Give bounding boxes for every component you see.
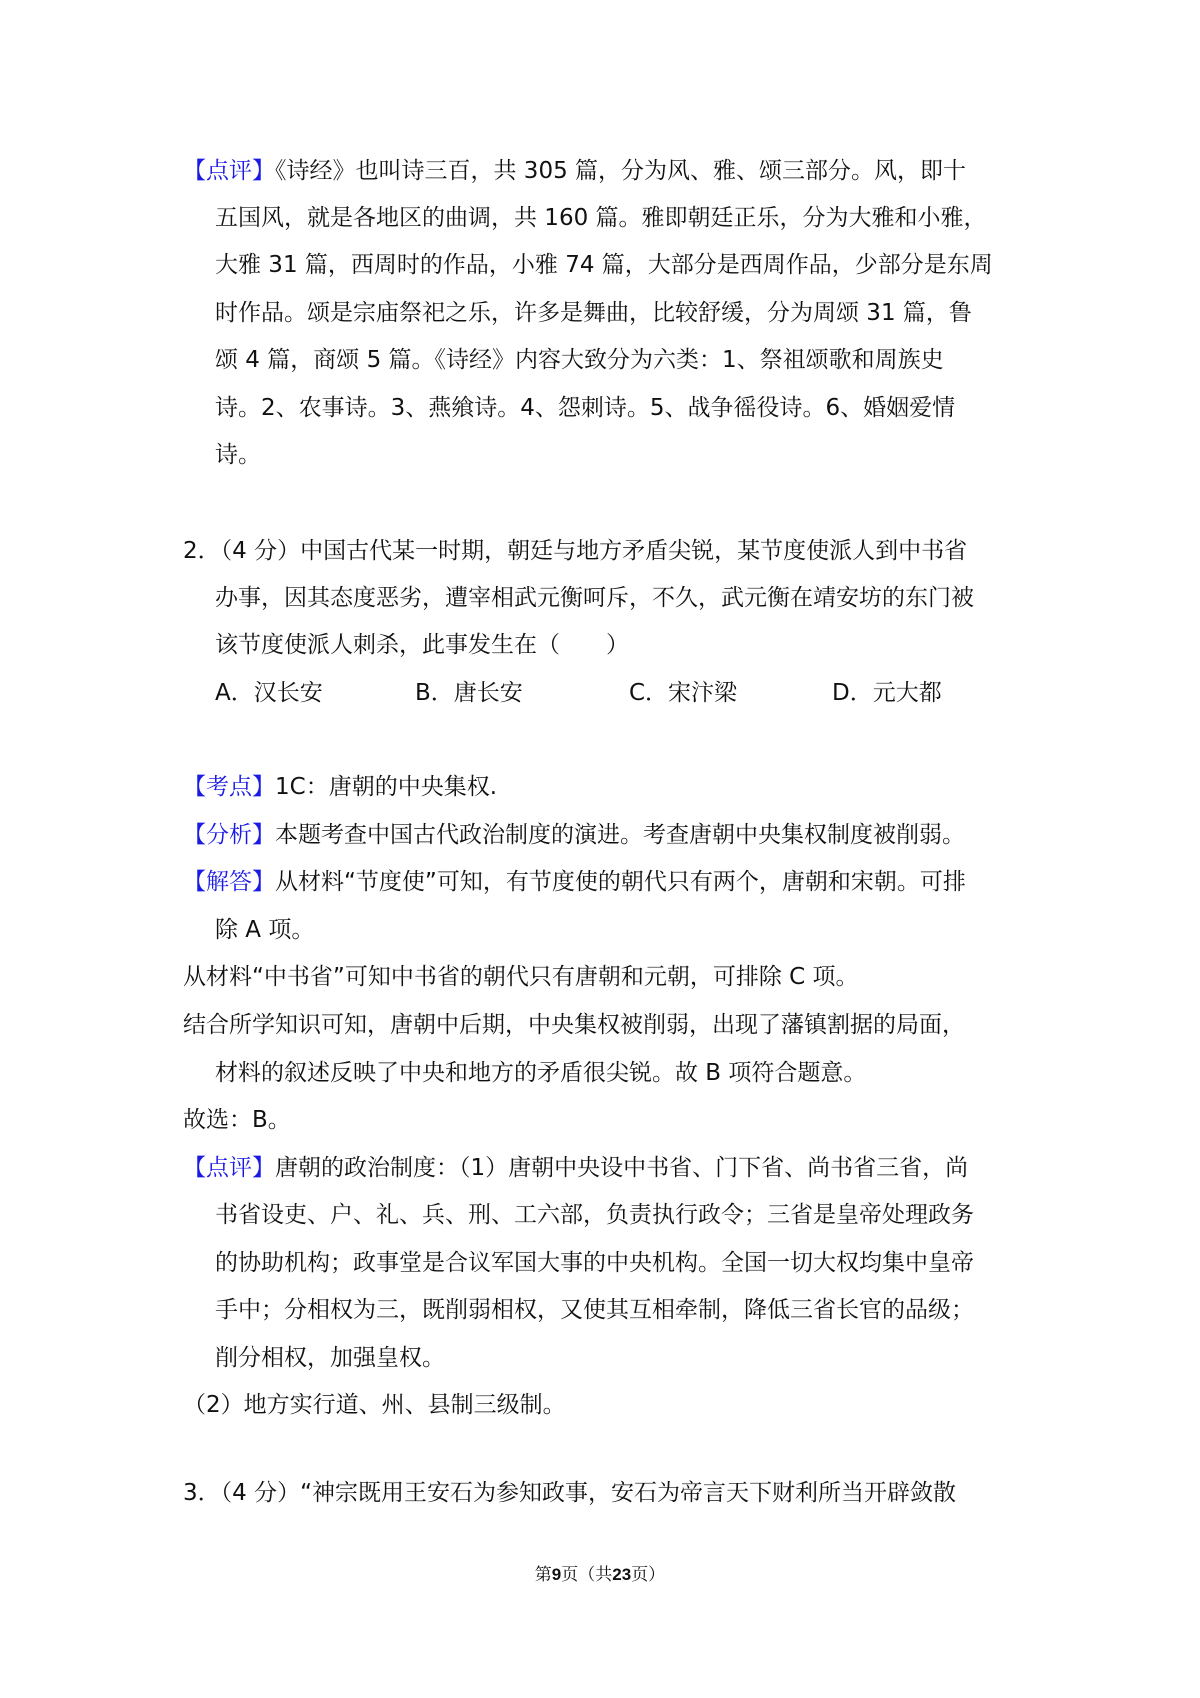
text-line: 诗。 <box>215 442 261 468</box>
total-pages: 23 <box>612 1565 632 1584</box>
comment-paragraph-1 <box>183 156 966 186</box>
comment-text: 《诗经》也叫诗三百，共 305 篇，分为风、雅、颂三部分。风，即十 <box>275 158 967 184</box>
footer-mid: 页（共 <box>561 1565 613 1585</box>
text-line: 材料的叙述反映了中央和地方的矛盾很尖锐。故 B 项符合题意。 <box>215 1060 867 1086</box>
answer-line: 故选：B。 <box>183 1107 291 1133</box>
jieda-text: 从材料“节度使”可知，有节度使的朝代只有两个，唐朝和宋朝。可排 <box>275 869 966 895</box>
text-line: 时作品。颂是宗庙祭祀之乐，许多是舞曲，比较舒缓，分为周颂 31 篇，鲁 <box>215 300 972 326</box>
question-2-stem: 2．（4 分）中国古代某一时期，朝廷与地方矛盾尖锐，某节度使派人到中书省 <box>183 538 968 564</box>
comment-paragraph-2 <box>183 1153 968 1183</box>
comment-text: 唐朝的政治制度：（1）唐朝中央设中书省、门下省、尚书省三省，尚 <box>275 1155 969 1181</box>
jieda-line <box>183 867 966 897</box>
page-number: 9 <box>551 1565 562 1584</box>
text-line: 诗。2、农事诗。3、燕飨诗。4、怨刺诗。5、战争徭役诗。6、婚姻爱情 <box>215 395 956 421</box>
text-line: 书省设吏、户、礼、兵、刑、工六部，负责执行政令；三省是皇帝处理政务 <box>215 1202 974 1228</box>
text-line: 手中；分相权为三，既削弱相权，又使其互相牵制，降低三省长官的品级； <box>215 1297 974 1323</box>
text-line: （2）地方实行道、州、县制三级制。 <box>183 1392 566 1418</box>
question-3-stem: 3．（4 分）“神宗既用王安石为参知政事，安石为帝言天下财利所当开辟敛散 <box>183 1480 956 1506</box>
option-c: C．宋汴梁 <box>629 680 738 706</box>
text-line: 除 A 项。 <box>215 917 315 943</box>
kaodian-label: 【考点】 <box>183 774 275 800</box>
comment-label: 【点评】 <box>183 158 275 184</box>
fenxi-label: 【分析】 <box>183 822 275 848</box>
footer-prefix: 第 <box>534 1565 552 1585</box>
option-d: D．元大都 <box>832 680 942 706</box>
text-line: 颂 4 篇，商颂 5 篇。《诗经》内容大致分为六类：1、祭祖颂歌和周族史 <box>215 347 944 373</box>
text-line: 削分相权，加强皇权。 <box>215 1345 445 1371</box>
text-line: 从材料“中书省”可知中书省的朝代只有唐朝和元朝，可排除 C 项。 <box>183 964 859 990</box>
kaodian-line <box>183 772 497 802</box>
fenxi-line <box>183 820 965 850</box>
kaodian-text: 1C：唐朝的中央集权. <box>275 774 498 800</box>
option-a: A．汉长安 <box>215 680 323 706</box>
text-line: 五国风，就是各地区的曲调，共 160 篇。雅即朝廷正乐，分为大雅和小雅， <box>215 205 987 231</box>
text-line: 结合所学知识可知，唐朝中后期，中央集权被削弱，出现了藩镇割据的局面， <box>183 1012 965 1038</box>
text-line: 该节度使派人刺杀，此事发生在（ ） <box>215 632 629 658</box>
text-line: 办事，因其态度恶劣，遭宰相武元衡呵斥，不久，武元衡在靖安坊的东门被 <box>215 585 974 611</box>
page-footer <box>0 1560 1200 1585</box>
comment-label: 【点评】 <box>183 1155 275 1181</box>
footer-suffix: 页） <box>631 1565 666 1585</box>
fenxi-text: 本题考查中国古代政治制度的演进。考查唐朝中央集权制度被削弱。 <box>275 822 965 848</box>
jieda-label: 【解答】 <box>183 869 275 895</box>
text-line: 的协助机构；政事堂是合议军国大事的中央机构。全国一切大权均集中皇帝 <box>215 1250 974 1276</box>
text-line: 大雅 31 篇，西周时的作品，小雅 74 篇，大部分是西周作品，少部分是东周 <box>215 252 993 278</box>
option-b: B．唐长安 <box>415 680 523 706</box>
